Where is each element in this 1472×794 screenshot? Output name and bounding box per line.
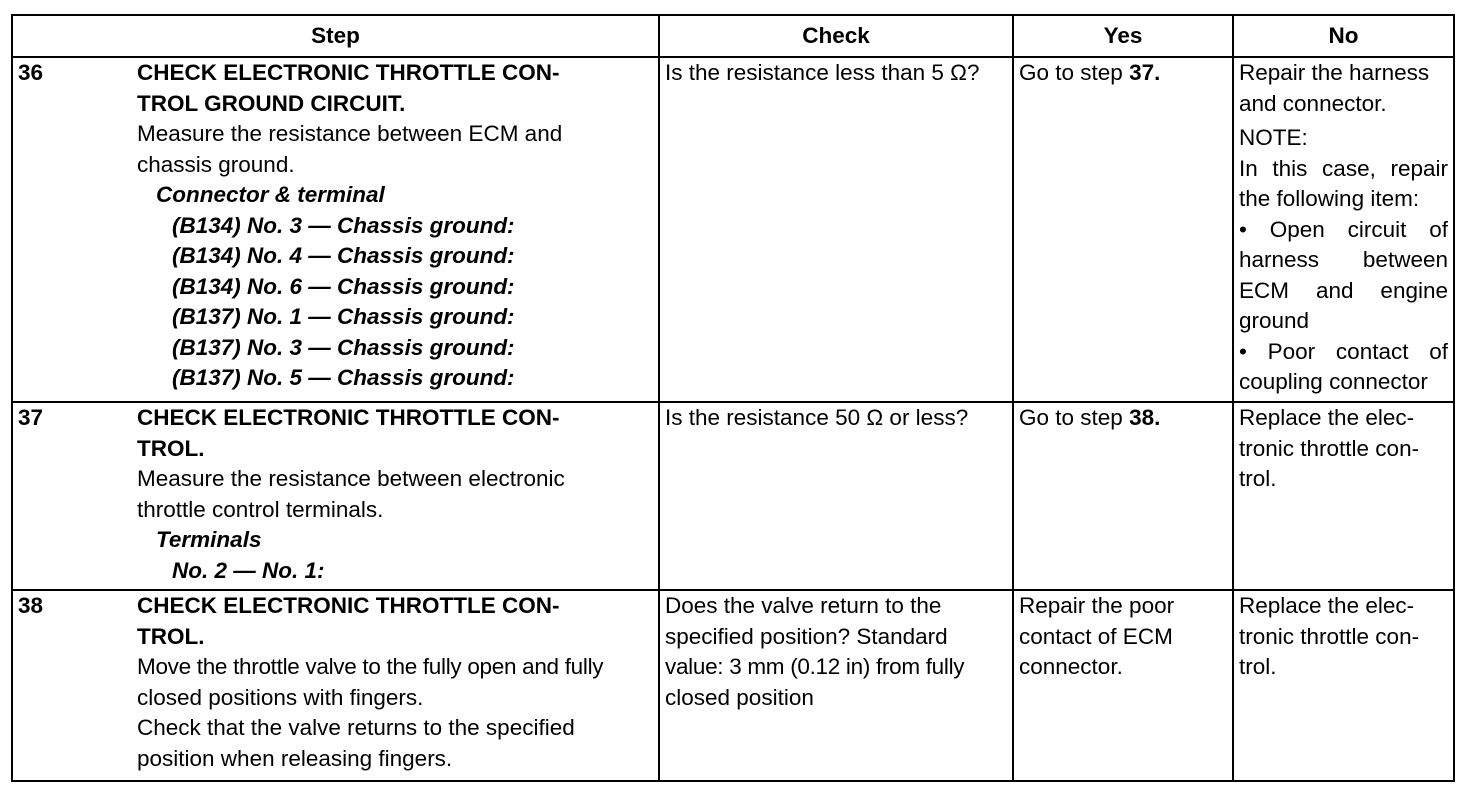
yes-text: Go to step bbox=[1019, 60, 1130, 85]
header-row bbox=[12, 15, 1454, 57]
no-line: • Open circuit of bbox=[1239, 216, 1448, 242]
step-cell bbox=[12, 590, 659, 781]
step-cell bbox=[12, 402, 659, 590]
step-number: 38 bbox=[18, 593, 44, 618]
header-no: No bbox=[1233, 15, 1454, 57]
step-title-line: TROL. bbox=[137, 435, 205, 461]
no-line: and connector. bbox=[1239, 90, 1387, 116]
yes-step-ref: 38. bbox=[1129, 405, 1161, 430]
no-line: ECM and engine bbox=[1239, 277, 1448, 303]
no-line: trol. bbox=[1239, 654, 1277, 679]
spec-line: (B134) No. 6 — Chassis ground: bbox=[172, 273, 515, 299]
table-row bbox=[12, 57, 1454, 402]
table-row bbox=[12, 590, 1454, 781]
check-line: value: 3 mm (0.12 in) from fully bbox=[665, 654, 965, 679]
no-line: tronic throttle con- bbox=[1239, 623, 1420, 649]
step-number: 37 bbox=[18, 405, 44, 430]
step-title-line: CHECK ELECTRONIC THROTTLE CON- bbox=[137, 405, 560, 430]
no-cell bbox=[1233, 57, 1454, 402]
no-line: Replace the elec- bbox=[1239, 405, 1415, 430]
no-line: coupling connector bbox=[1239, 369, 1428, 394]
spec-line: (B134) No. 4 — Chassis ground: bbox=[172, 243, 515, 268]
no-line: harness between bbox=[1239, 247, 1448, 272]
note-label: NOTE: bbox=[1239, 125, 1308, 150]
diagnostic-table bbox=[11, 14, 1455, 782]
no-line: In this case, repair bbox=[1239, 155, 1448, 181]
no-cell bbox=[1233, 402, 1454, 590]
check-cell: Is the resistance 50 Ω or less? bbox=[659, 402, 1013, 590]
step-body-line: Move the throttle valve to the fully open and fully bbox=[137, 654, 604, 679]
step-title-line: TROL GROUND CIRCUIT. bbox=[137, 90, 406, 116]
step-title-line: TROL. bbox=[137, 623, 205, 649]
no-line: • Poor contact of bbox=[1239, 338, 1448, 364]
step-number: 36 bbox=[18, 60, 44, 85]
no-line: Replace the elec- bbox=[1239, 593, 1415, 618]
step-body-line: position when releasing fingers. bbox=[137, 745, 453, 771]
step-body-line: closed positions with fingers. bbox=[137, 684, 424, 710]
step-cell bbox=[12, 57, 659, 402]
yes-text: Go to step bbox=[1019, 405, 1130, 430]
step-body-line: Measure the resistance between electronic bbox=[137, 466, 565, 491]
no-cell bbox=[1233, 590, 1454, 781]
spec-line: (B137) No. 3 — Chassis ground: bbox=[172, 334, 515, 360]
header-yes: Yes bbox=[1013, 15, 1233, 57]
no-line: Repair the harness bbox=[1239, 60, 1430, 85]
step-body-line: Measure the resistance between ECM and bbox=[137, 121, 563, 146]
table-row bbox=[12, 402, 1454, 590]
step-body-line: Check that the valve returns to the specified bbox=[137, 715, 575, 740]
step-body-line: chassis ground. bbox=[137, 151, 295, 177]
yes-step-ref: 37. bbox=[1129, 60, 1161, 85]
check-line: Does the valve return to the bbox=[665, 593, 942, 618]
yes-line: connector. bbox=[1019, 654, 1123, 679]
spec-line: (B134) No. 3 — Chassis ground: bbox=[172, 212, 515, 238]
spec-line: No. 2 — No. 1: bbox=[172, 557, 325, 583]
check-line: specified position? Standard bbox=[665, 623, 948, 649]
spec-heading: Connector & terminal bbox=[156, 182, 385, 207]
yes-cell bbox=[1013, 590, 1233, 781]
spec-line: (B137) No. 1 — Chassis ground: bbox=[172, 304, 515, 329]
check-line: closed position bbox=[665, 684, 814, 710]
step-body-line: throttle control terminals. bbox=[137, 496, 384, 522]
spec-line: (B137) No. 5 — Chassis ground: bbox=[172, 365, 515, 390]
check-cell: Is the resistance less than 5 Ω? bbox=[659, 57, 1013, 402]
yes-cell bbox=[1013, 57, 1233, 402]
spec-heading: Terminals bbox=[156, 527, 262, 552]
no-line: ground bbox=[1239, 308, 1310, 333]
step-title-line: CHECK ELECTRONIC THROTTLE CON- bbox=[137, 593, 560, 618]
step-title-line: CHECK ELECTRONIC THROTTLE CON- bbox=[137, 60, 560, 85]
header-check: Check bbox=[659, 15, 1013, 57]
yes-line: Repair the poor bbox=[1019, 593, 1175, 618]
no-line: the following item: bbox=[1239, 186, 1420, 211]
yes-cell bbox=[1013, 402, 1233, 590]
check-cell bbox=[659, 590, 1013, 781]
no-line: trol. bbox=[1239, 466, 1277, 491]
yes-line: contact of ECM bbox=[1019, 623, 1173, 649]
no-line: tronic throttle con- bbox=[1239, 435, 1420, 461]
header-step: Step bbox=[12, 15, 659, 57]
